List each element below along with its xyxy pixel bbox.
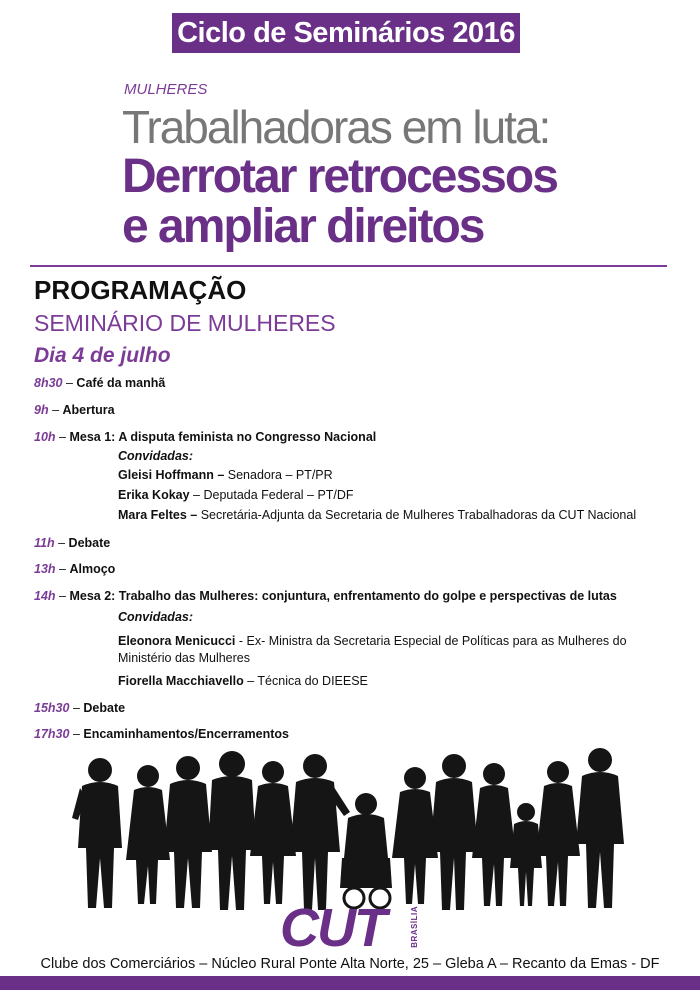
schedule-text: Mesa 1: A disputa feminista no Congresso Nacional <box>69 430 377 444</box>
guest-entry: Fiorella Macchiavello – Técnica do DIEESE <box>118 674 368 688</box>
guests-label: Convidadas: <box>118 449 194 463</box>
person-silhouette <box>72 758 122 908</box>
schedule-item: 13h – Almoço <box>34 562 116 576</box>
person-silhouette <box>392 767 438 904</box>
event-banner: Ciclo de Seminários 2016 <box>172 13 520 53</box>
schedule-text: Mesa 2: Trabalho das Mulheres: conjuntura, enfrentamento do golpe e perspectivas de lutas <box>69 589 617 603</box>
schedule-text: Almoço <box>69 562 116 576</box>
footer-bar <box>0 976 700 990</box>
schedule-time: 15h30 <box>34 701 70 715</box>
cut-logo <box>280 898 410 958</box>
cut-logo-subtitle: BRASÍLIA <box>410 906 419 948</box>
person-silhouette <box>536 761 580 906</box>
schedule-text: Debate <box>83 701 126 715</box>
schedule-text: Café da manhã <box>76 376 166 390</box>
person-silhouette <box>250 761 296 904</box>
schedule-item: 9h – Abertura <box>34 403 115 417</box>
title-line-3: e ampliar direitos <box>122 200 484 253</box>
person-silhouette <box>576 748 624 908</box>
guest-entry: Mara Feltes – Secretária-Adjunta da Secretaria de Mulheres Trabalhadoras da CUT Nacional <box>118 508 637 522</box>
schedule-item: 14h – Mesa 2: Trabalho das Mulheres: conjuntura, enfrentamento do golpe e perspectivas de lutas <box>34 589 617 603</box>
schedule-time: 13h <box>34 562 56 576</box>
schedule-item: 15h30 – Debate <box>34 701 126 715</box>
schedule-text: Debate <box>68 536 111 550</box>
schedule-time: 9h <box>34 403 49 417</box>
schedule-item: 10h – Mesa 1: A disputa feminista no Congresso Nacional <box>34 430 377 444</box>
schedule-item: 11h – Debate <box>34 536 111 550</box>
person-silhouette <box>430 754 478 910</box>
guests-label: Convidadas: <box>118 610 194 624</box>
programacao-heading: PROGRAMAÇÃO <box>34 275 247 305</box>
kicker-label: MULHERES <box>124 81 208 98</box>
seminario-heading: SEMINÁRIO DE MULHERES <box>34 310 336 336</box>
divider <box>30 265 667 267</box>
person-silhouette <box>472 763 516 906</box>
schedule-item: 17h30 – Encaminhamentos/Encerramentos <box>34 727 289 741</box>
schedule-time: 11h <box>34 536 55 550</box>
guest-entry: Gleisi Hoffmann – Senadora – PT/PR <box>118 468 333 482</box>
schedule-time: 14h <box>34 589 56 603</box>
title-line-1: Trabalhadoras em luta: <box>122 101 550 153</box>
schedule-text: Abertura <box>62 403 115 417</box>
venue-address: Clube dos Comerciários – Núcleo Rural Ponte Alta Norte, 25 – Gleba A – Recanto da Emas - DF <box>40 956 660 972</box>
crowd-silhouette-icon <box>70 748 630 916</box>
guest-entry-continued: Ministério das Mulheres <box>118 651 250 665</box>
person-silhouette <box>126 765 170 904</box>
schedule-time: 8h30 <box>34 376 63 390</box>
guest-entry: Eleonora Menicucci - Ex- Ministra da Secretaria Especial de Políticas para as Mulheres do <box>118 634 627 648</box>
title-line-2: Derrotar retrocessos <box>122 150 557 203</box>
day-heading: Dia 4 de julho <box>34 344 171 367</box>
cut-logo-text: CUT <box>280 898 385 958</box>
schedule-item: 8h30 – Café da manhã <box>34 376 166 390</box>
schedule-text: Encaminhamentos/Encerramentos <box>83 727 289 741</box>
person-silhouette <box>208 751 256 910</box>
person-silhouette <box>164 756 212 908</box>
schedule-time: 10h <box>34 430 56 444</box>
guest-entry: Erika Kokay – Deputada Federal – PT/DF <box>118 488 354 502</box>
schedule-time: 17h30 <box>34 727 70 741</box>
